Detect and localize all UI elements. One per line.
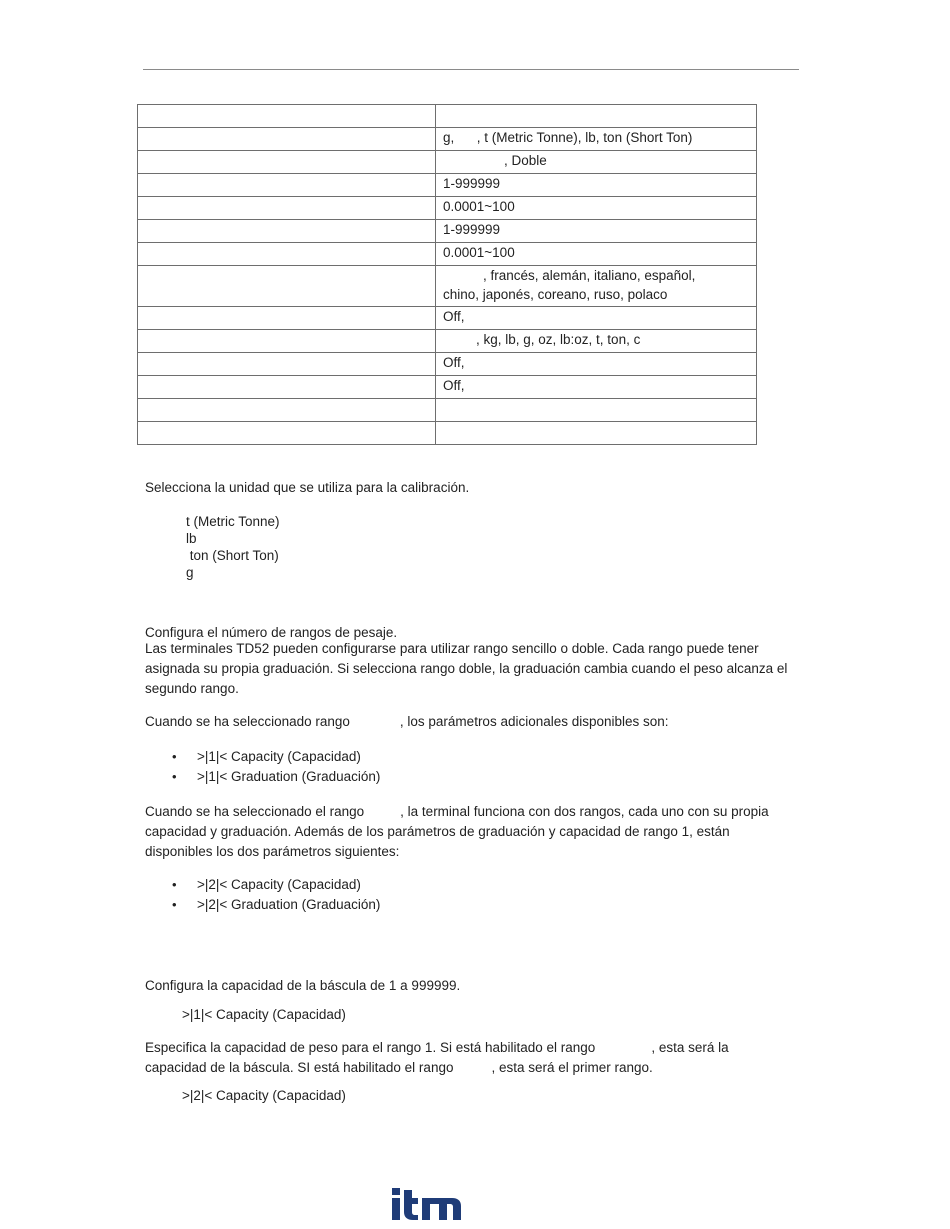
capacity-text-c: , esta será el primer rango.: [491, 1060, 653, 1075]
capacity-range2-label: >|2|< Capacity (Capacidad): [182, 1088, 346, 1103]
value-cell-wrap: [436, 151, 757, 174]
param-cell: [138, 376, 436, 399]
ranges-dual-text-a: Cuando se ha seleccionado el rango: [145, 804, 365, 819]
units-intro: Selecciona la unidad que se utiliza para la calibración.: [145, 480, 470, 495]
unit-option: t (Metric Tonne): [186, 514, 280, 529]
param-cell: [138, 399, 436, 422]
param-cell: [138, 151, 436, 174]
table-row: [138, 128, 757, 151]
table-row: [138, 376, 757, 399]
value-cell: Off,: [436, 353, 757, 376]
table-row: [138, 353, 757, 376]
table-row: [138, 174, 757, 197]
value-cell: , francés, alemán, italiano, español,: [483, 268, 696, 283]
units-options: [186, 513, 280, 581]
range2-param-list: [145, 875, 380, 915]
value-cell: g, , t (Metric Tonne), lb, ton (Short Ton): [436, 128, 757, 151]
param-cell: [138, 353, 436, 376]
value-cell-wrap: [436, 266, 757, 307]
ranges-single-paragraph: [145, 712, 790, 732]
ranges-single-text-b: , los parámetros adicionales disponibles son:: [399, 714, 669, 729]
value-cell: [436, 399, 757, 422]
table-row: [138, 307, 757, 330]
unit-option: g: [186, 565, 194, 580]
value-cell: 0.0001~100: [436, 197, 757, 220]
value-cell: Off,: [436, 307, 757, 330]
value-cell: , Doble: [504, 153, 547, 168]
unit-option: lb: [186, 531, 197, 546]
capacity-text-a: Especifica la capacidad de peso para el rango 1. Si está habilitado el rango: [145, 1040, 596, 1055]
unit-option: ton (Short Ton): [186, 548, 279, 563]
param-cell: [138, 197, 436, 220]
ranges-dual-paragraph: [145, 802, 790, 862]
table-row: [138, 151, 757, 174]
header-rule: [143, 69, 799, 70]
param-cell: [138, 330, 436, 353]
param-cell: [138, 174, 436, 197]
capacity-text-b: , esta será la capacidad de la báscula. SI está habilitado el rango: [145, 1040, 729, 1075]
list-item: • >|1|< Capacity (Capacidad): [145, 747, 380, 767]
table-row: [138, 105, 757, 128]
param-cell: [138, 128, 436, 151]
table-row: [138, 399, 757, 422]
list-item: • >|2|< Graduation (Graduación): [145, 895, 380, 915]
table-row: [138, 243, 757, 266]
table-row: [138, 220, 757, 243]
value-cell: 1-999999: [436, 220, 757, 243]
table-row: [138, 266, 757, 307]
value-cell: [436, 422, 757, 445]
table-row: [138, 422, 757, 445]
value-cell: 0.0001~100: [436, 243, 757, 266]
param-cell: [138, 422, 436, 445]
value-cell: Off,: [436, 376, 757, 399]
itm-logo: [391, 1186, 463, 1222]
ranges-intro: Configura el número de rangos de pesaje.: [145, 625, 398, 640]
value-cell: [436, 105, 757, 128]
value-cell: 1-999999: [436, 174, 757, 197]
table-row: [138, 330, 757, 353]
parameter-table: [137, 104, 757, 445]
value-cell: , kg, lb, g, oz, lb:oz, t, ton, c: [476, 332, 641, 347]
table-row: [138, 197, 757, 220]
ranges-single-text-a: Cuando se ha seleccionado rango: [145, 714, 350, 729]
capacity-paragraph: [145, 1038, 790, 1078]
value-cell-wrap: [436, 330, 757, 353]
ranges-dual-text-b: , la terminal funciona con dos rangos, cada uno con su propia capacidad y graduación. Además de los parámetros de graduación y capacidad de rango 1, están disponibles los dos parámetros siguientes:: [145, 804, 769, 859]
capacity-range1-label: >|1|< Capacity (Capacidad): [182, 1007, 346, 1022]
capacity-intro: Configura la capacidad de la báscula de 1 a 999999.: [145, 978, 461, 993]
param-cell: [138, 105, 436, 128]
range1-param-list: [145, 747, 380, 787]
param-cell: [138, 307, 436, 330]
param-cell: [138, 266, 436, 307]
param-cell: [138, 220, 436, 243]
ranges-paragraph: Las terminales TD52 pueden configurarse para utilizar rango sencillo o doble. Cada rango puede tener asignada su propia graduación. Si selecciona rango doble, la graduación cambia cuando el peso alcanza el segundo rango.: [145, 641, 788, 696]
param-cell: [138, 243, 436, 266]
list-item: • >|2|< Capacity (Capacidad): [145, 875, 380, 895]
list-item: • >|1|< Graduation (Graduación): [145, 767, 380, 787]
value-cell-line2: chino, japonés, coreano, ruso, polaco: [443, 286, 668, 302]
